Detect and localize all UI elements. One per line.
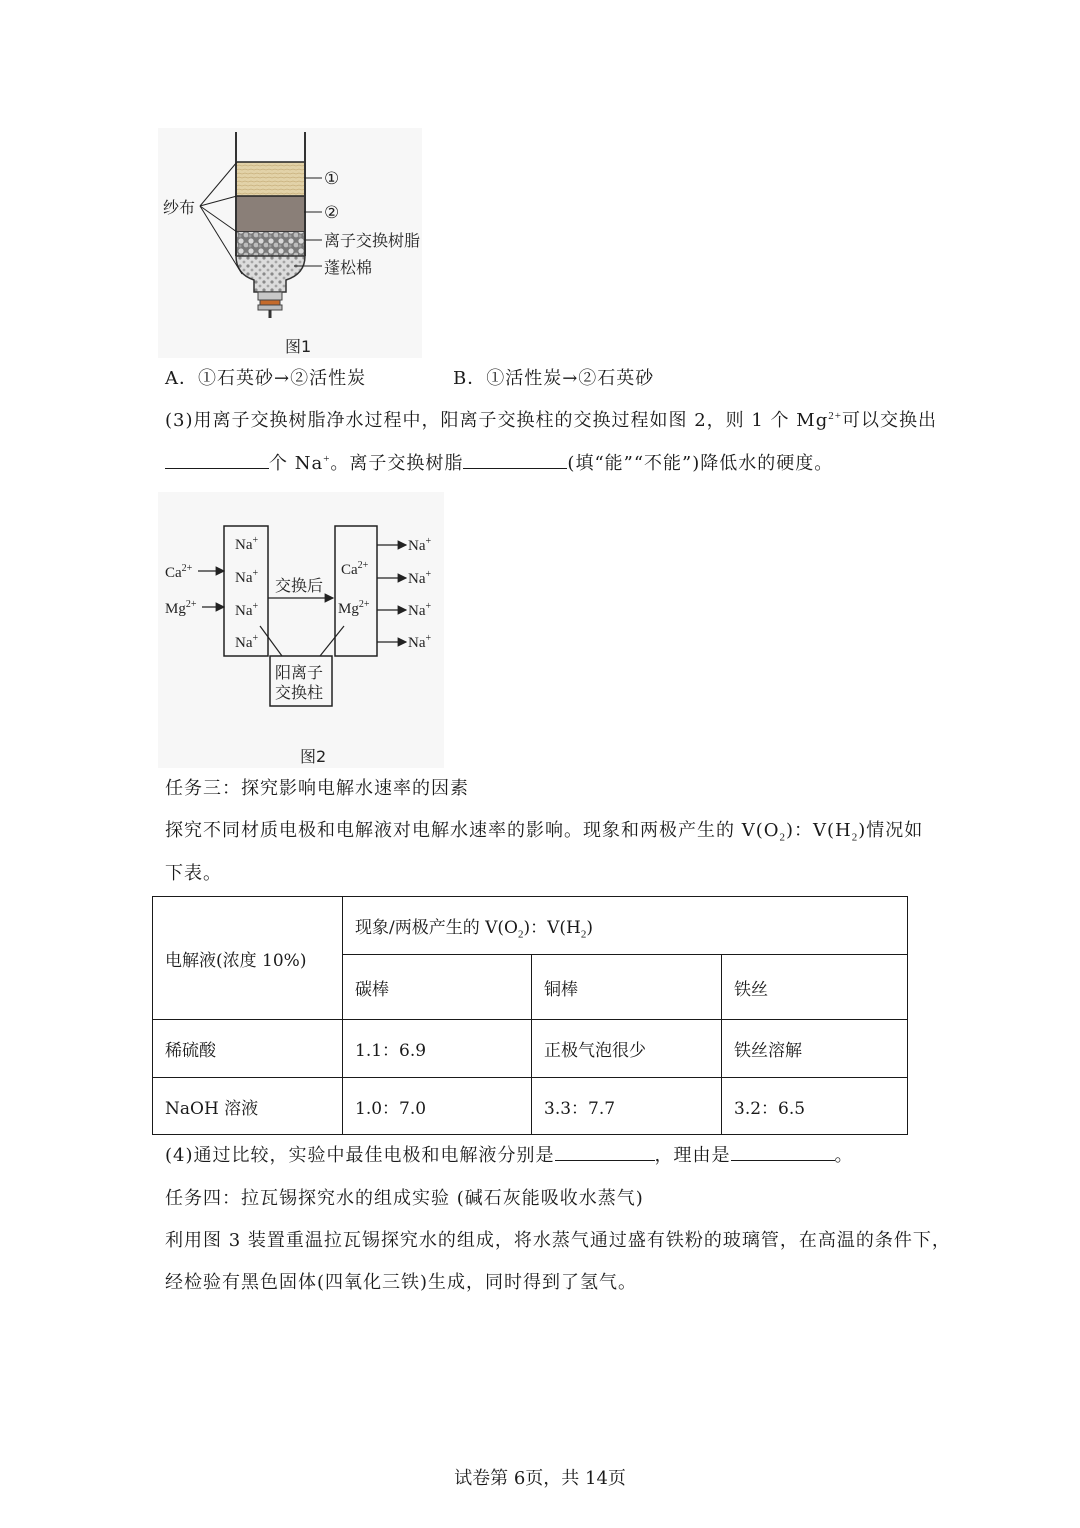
task3-text: 探究不同材质电极和电解液对电解水速率的影响。现象和两极产生的 V(O bbox=[165, 820, 780, 841]
resin-layer bbox=[237, 232, 304, 256]
table-row bbox=[153, 1078, 908, 1135]
q3-sup: 2+ bbox=[828, 410, 842, 422]
after-box bbox=[335, 526, 377, 656]
figure-2-caption: 图2 bbox=[300, 747, 327, 766]
na-ion-out: Na+ bbox=[408, 536, 432, 554]
task4-line-2: 经检验有黑色固体(四氧化三铁)生成，同时得到了氢气。 bbox=[165, 1272, 638, 1293]
q4-text-reason: ，理由是 bbox=[654, 1145, 731, 1166]
electrode-carbon: 碳棒 bbox=[343, 955, 532, 1020]
table-cell: 正极气泡很少 bbox=[532, 1020, 722, 1078]
header-phen-mid: )：V(H bbox=[523, 918, 581, 938]
ca-ion-bound: $Ca^{2+}$ bbox=[341, 560, 369, 578]
table-cell: 1.0：7.0 bbox=[343, 1078, 532, 1135]
mg-ion-in: $Mg^{2+}$ bbox=[165, 599, 197, 617]
answer-blank-hardness[interactable] bbox=[463, 452, 567, 469]
exchange-label: 交换后 bbox=[275, 576, 324, 595]
label-resin: 离子交换树脂 bbox=[324, 231, 421, 250]
q3-text-end: 可以交换出 bbox=[841, 410, 937, 431]
option-b: B．①活性炭→②石英砂 bbox=[453, 368, 655, 389]
table-cell: 1.1：6.9 bbox=[343, 1020, 532, 1078]
q3-sup-2: + bbox=[323, 453, 331, 465]
figure-1 bbox=[158, 128, 422, 358]
row-electrolyte: NaOH 溶液 bbox=[153, 1078, 343, 1135]
ca-ion-in: $Ca^{2+}$ bbox=[165, 563, 193, 581]
na-ion-left: Na+ bbox=[235, 568, 259, 586]
label-layer-2: ② bbox=[324, 203, 340, 223]
q3-text-2b: 。离子交换树脂 bbox=[330, 453, 464, 474]
header-phenomenon bbox=[343, 897, 908, 955]
answer-blank-reason[interactable] bbox=[731, 1144, 835, 1161]
table-cell: 铁丝溶解 bbox=[722, 1020, 908, 1078]
q3-text: (3)用离子交换树脂净水过程中，阳离子交换柱的交换过程如图 2，则 1 个 Mg bbox=[165, 410, 829, 431]
option-a: A．①石英砂→②活性炭 bbox=[165, 368, 367, 389]
header-phen-text: 现象/两极产生的 V(O bbox=[355, 918, 518, 938]
cotton-layer bbox=[236, 256, 305, 292]
label-gauze: 纱布 bbox=[163, 198, 196, 217]
na-ion-left: Na+ bbox=[235, 633, 259, 651]
q3-line-1 bbox=[165, 409, 937, 433]
layer-1 bbox=[237, 162, 304, 196]
sub-2: 2 bbox=[851, 831, 859, 844]
answer-blank-count[interactable] bbox=[165, 452, 269, 469]
answer-blank-best[interactable] bbox=[555, 1144, 655, 1161]
q4-text-end: 。 bbox=[834, 1145, 854, 1166]
q3-text-2c: (填“能”“不能”)降低水的硬度。 bbox=[567, 453, 834, 474]
task3-desc-2: 下表。 bbox=[165, 863, 222, 884]
header-phen-end: ) bbox=[586, 918, 593, 938]
sub-2: 2 bbox=[517, 928, 524, 941]
sub-2: 2 bbox=[779, 831, 786, 844]
figure-1-caption: 图1 bbox=[285, 337, 312, 356]
task3-text-end: )情况如 bbox=[858, 820, 924, 841]
na-ion-out: Na+ bbox=[408, 569, 432, 587]
table-header-row bbox=[153, 897, 908, 955]
q3-text-2a: 个 Na bbox=[269, 453, 324, 474]
filter-column-diagram bbox=[158, 128, 422, 358]
column-label-2: 交换柱 bbox=[275, 683, 324, 702]
task4-line-1: 利用图 3 装置重温拉瓦锡探究水的组成，将水蒸气通过盛有铁粉的玻璃管，在高温的条件下， bbox=[165, 1230, 951, 1251]
column-label-1: 阳离子 bbox=[275, 663, 324, 682]
table-cell: 3.2：6.5 bbox=[722, 1078, 908, 1135]
task3-title: 任务三：探究影响电解水速率的因素 bbox=[165, 778, 469, 799]
results-table bbox=[152, 896, 908, 1135]
layer-2 bbox=[237, 196, 304, 232]
electrode-iron: 铁丝 bbox=[722, 955, 908, 1020]
q4-text: (4)通过比较，实验中最佳电极和电解液分别是 bbox=[165, 1145, 555, 1166]
q3-line-2 bbox=[165, 452, 833, 476]
table-cell: 3.3：7.7 bbox=[532, 1078, 722, 1135]
mg-ion-bound: $Mg^{2+}$ bbox=[338, 599, 370, 617]
row-electrolyte: 稀硫酸 bbox=[153, 1020, 343, 1078]
header-electrolyte: 电解液(浓度 10%) bbox=[153, 897, 343, 1020]
task3-text-mid: )：V(H bbox=[786, 820, 852, 841]
label-layer-1: ① bbox=[324, 169, 340, 189]
na-ion-left: Na+ bbox=[235, 535, 259, 553]
na-ion-out: Na+ bbox=[408, 601, 432, 619]
task3-desc-1 bbox=[165, 819, 923, 843]
sub-2: 2 bbox=[580, 928, 587, 941]
table-row bbox=[153, 1020, 908, 1078]
electrode-copper: 铜棒 bbox=[532, 955, 722, 1020]
na-ion-out: Na+ bbox=[408, 633, 432, 651]
label-cotton: 蓬松棉 bbox=[324, 258, 373, 277]
q4-line bbox=[165, 1144, 854, 1168]
task4-title: 任务四：拉瓦锡探究水的组成实验 (碱石灰能吸收水蒸气) bbox=[165, 1188, 644, 1209]
na-ion-left: Na+ bbox=[235, 601, 259, 619]
ion-exchange-diagram bbox=[158, 492, 444, 768]
page-footer: 试卷第 6页，共 14页 bbox=[454, 1468, 626, 1489]
figure-2 bbox=[158, 492, 444, 768]
